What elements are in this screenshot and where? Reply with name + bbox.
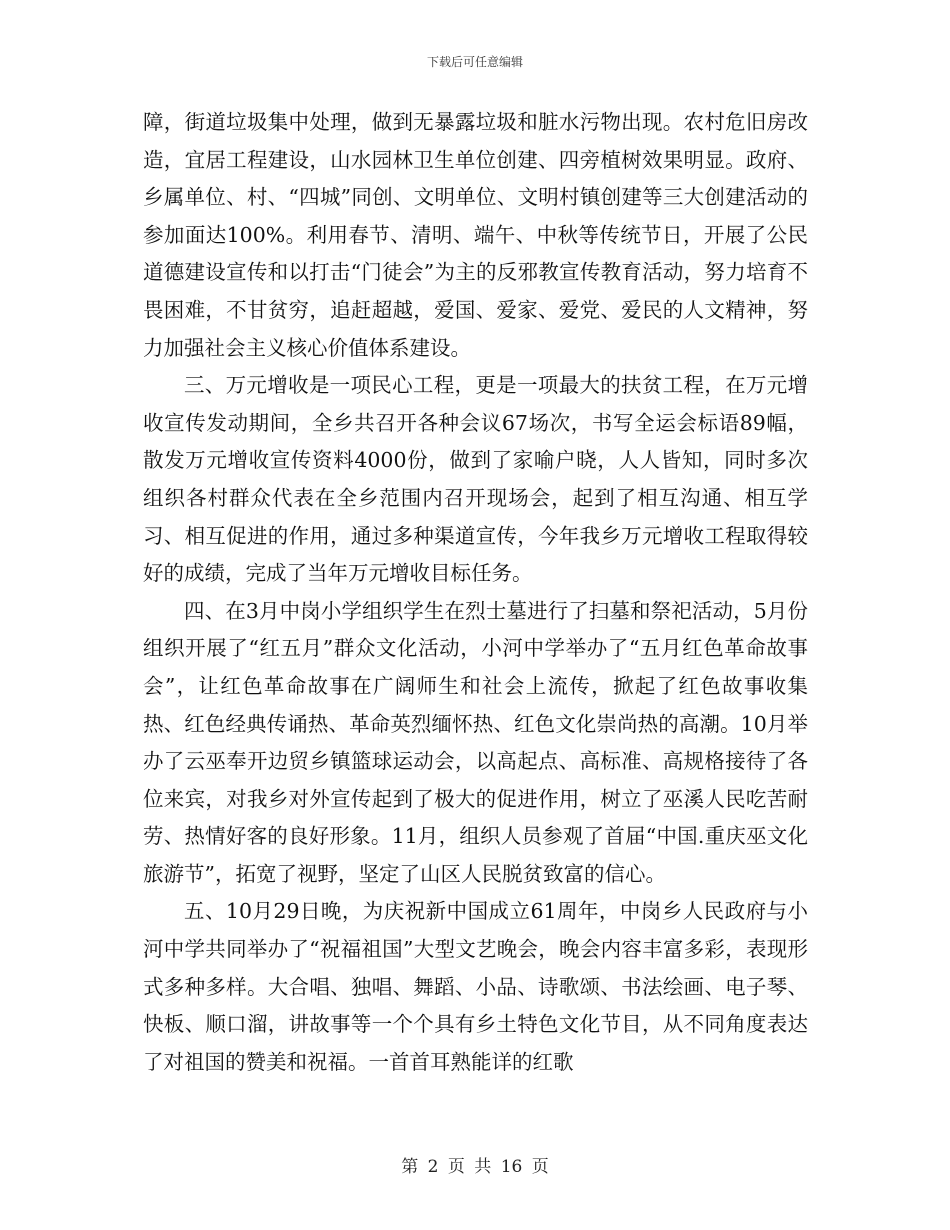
paragraph-section-3: 三、万元增收是一项民心工程，更是一项最大的扶贫工程，在万元增收宣传发动期间，全乡共召开各种会议67场次，书写全运会标语89幅，散发万元增收宣传资料4000份，做到了家喻户晓，人人皆知，同时多次组织各村群众代表在全乡范围内召开现场会，起到了相互沟通、相互学习、相互促进的作用，通过多种渠道宣传，今年我乡万元增收工程取得较好的成绩，完成了当年万元增收目标任务。	[143, 373, 808, 586]
document-body	[143, 104, 808, 1081]
page-header: 下载后可任意编辑	[426, 55, 523, 69]
paragraph-continued: 障，街道垃圾集中处理，做到无暴露垃圾和脏水污物出现。农村危旧房改造，宜居工程建设，山水园林卫生单位创建、四旁植树效果明显。政府、乡属单位、村、“四城”同创、文明单位、文明村镇创建等三大创建活动的参加面达100%。利用春节、清明、端午、中秋等传统节日，开展了公民道德建设宣传和以打击“门徒会”为主的反邪教宣传教育活动，努力培育不畏困难，不甘贫穷，追赶超越，爱国、爱家、爱党、爱民的人文精神，努力加强社会主义核心价值体系建设。	[143, 110, 808, 360]
page-number-footer: 第 2 页 共 16 页	[401, 1157, 549, 1177]
paragraph-section-5: 五、10月29日晚，为庆祝新中国成立61周年，中岗乡人民政府与小河中学共同举办了“祝福祖国”大型文艺晚会，晚会内容丰富多彩，表现形式多种多样。大合唱、独唱、舞蹈、小品、诗歌颂、书法绘画、电子琴、快板、顺口溜，讲故事等一个个具有乡土特色文化节目，从不同角度表达了对祖国的赞美和祝福。一首首耳熟能详的红歌	[143, 899, 808, 1074]
paragraph-section-4: 四、在3月中岗小学组织学生在烈士墓进行了扫墓和祭祀活动，5月份组织开展了“红五月”群众文化活动，小河中学举办了“五月红色革命故事会”，让红色革命故事在广阔师生和社会上流传，掀起了红色故事收集热、红色经典传诵热、革命英烈缅怀热、红色文化崇尚热的高潮。10月举办了云巫奉开边贸乡镇篮球运动会，以高起点、高标准、高规格接待了各位来宾，对我乡对外宣传起到了极大的促进作用，树立了巫溪人民吃苦耐劳、热情好客的良好形象。11月，组织人员参观了首届“中国.重庆巫文化旅游节”，拓宽了视野，坚定了山区人民脱贫致富的信心。	[143, 598, 808, 886]
